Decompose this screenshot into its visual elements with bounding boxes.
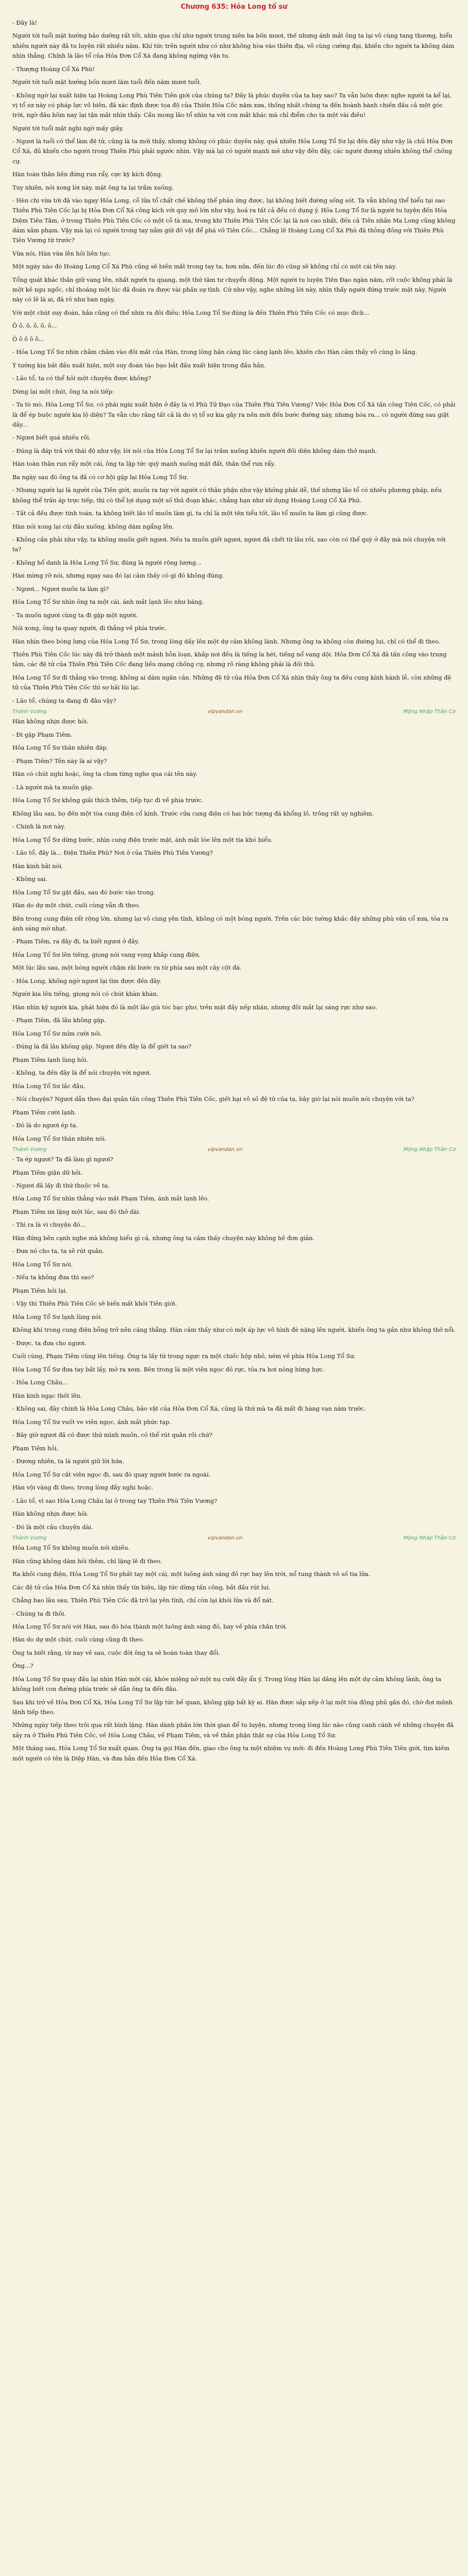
paragraph: - Thì ra là vì chuyện đó...	[12, 1222, 86, 1229]
paragraph: - Hỏa Long Tổ Sư nhìn chằm chằm vào đôi mắt của Hàn, trong lòng hắn càng lúc càng lạnh lẽo, khiến cho Hàn cảm thấy vô cùng lo lắng.	[12, 349, 417, 356]
paragraph: - Chúng ta đi thôi.	[12, 1610, 66, 1617]
paragraph: - Không sai.	[12, 876, 47, 883]
paragraph: Người kia lên tiếng, giọng nói có chút khàn khàn.	[12, 991, 159, 998]
paragraph: - Ngươi là tuổi có thể làm đệ tử, cũng là ta mới thấy, nhưng không có phúc duyên này, quả nhiên Hỏa Long Tổ Sư lại đến đây như vậy là chủ Hỏa Đơn Cổ Xá, đủ khiến cho người trong Thiên Phù phải ngước nhìn. Vậy mà lại có người mạnh mẽ như vậy đến đây, các người đương nhiên không thể chống cự.	[12, 138, 453, 165]
paragraph: Phạm Tiêm lạnh lùng hỏi.	[12, 1056, 88, 1063]
paragraph: Ông ta biết rằng, từ nay về sau, cuộc đời ông ta sẽ hoàn toàn thay đổi.	[12, 1649, 221, 1656]
paragraph: Hỏa Long Tổ Sư gật đầu, sau đó bước vào trong.	[12, 889, 156, 896]
paragraph: - Nhưng người lại là người của Tiên giới, muốn ra tay với người có thân phận như vậy không phải dễ, thế nhưng lão tổ có nhiều phương pháp, nếu không thể trấn áp trực tiếp, thì có thể lợi dụng một số thủ đoạn khác, chẳng hạn như sử dụng Hoàng Long Cổ Xá Phù.	[12, 487, 442, 504]
paragraph: Hàn cũng không dám hỏi thêm, chỉ lặng lẽ đi theo.	[12, 1557, 162, 1565]
paragraph: - Bây giờ ngươi đã có được thứ mình muốn, có thể rút quân rồi chứ?	[12, 1432, 212, 1439]
paragraph: - Không hổ danh là Hỏa Long Tổ Sư, đúng là người rộng lượng...	[12, 559, 202, 566]
paragraph: Các đệ tử của Hỏa Đơn Cổ Xá nhìn thấy tín hiệu, lập tức dừng tấn công, bắt đầu rút lui.	[12, 1584, 271, 1591]
paragraph: Không lâu sau, họ đến một tòa cung điện cổ kính. Trước cửa cung điện có hai bức tượng đá khổng lồ, trông rất uy nghiêm.	[12, 810, 374, 817]
paragraph: Hàn kinh ngạc thốt lên.	[12, 1392, 82, 1399]
paragraph: Tổng quát khác thân giữ vang lên, nhất người tu quang, một thứ tâm tư chuyển động. Một người tu luyện Tiên Đạo ngàn năm, rốt cuộc không phải là một kẻ ngu ngốc, chỉ thoáng một lúc đã đoán ra được vài phần sự tình. Cứ như vậy, nghe những lời này, nhìn thấy người đứng trước mặt này. Người này có lẽ là ai, đã rõ như ban ngày.	[12, 276, 453, 303]
paragraph: - Đây là!	[12, 20, 38, 26]
paragraph: - Thượng Hoàng Cổ Xá Phù!	[12, 65, 95, 73]
paragraph: Phạm Tiêm im lặng một lúc, sau đó thở dài.	[12, 1208, 141, 1215]
paragraph: Người tới tuổi mặt nghi ngờ mấy giây.	[12, 125, 124, 132]
paragraph: Hỏa Long Tổ Sư vuốt ve viên ngọc, ánh mắt phức tạp.	[12, 1418, 172, 1426]
paragraph: Ba ngày sau đó ông ta đã có cơ hội gặp lại Hỏa Long Tổ Sư.	[12, 473, 189, 481]
paragraph: Tuy nhiên, nói xong lời này, mặt ông ta lại trầm xuống.	[12, 184, 174, 191]
paragraph: Phạm Tiêm hỏi.	[12, 1445, 59, 1452]
paragraph: - Không sai, đây chính là Hỏa Long Châu, bảo vật của Hỏa Đơn Cổ Xá, cũng là thứ mà ta đã mất đi hàng vạn năm trước.	[12, 1405, 366, 1413]
paragraph: Hỏa Long Tổ Sư thản nhiên đáp.	[12, 744, 108, 752]
paragraph: - Lão tổ, vì sao Hỏa Long Châu lại ở trong tay Thiên Phù Tiên Vương?	[12, 1497, 218, 1504]
paragraph: Ô ô ô ô ô...	[12, 335, 44, 343]
paragraph: - Hỏa Long, không ngờ ngươi lại tìm được đến đây.	[12, 977, 161, 985]
paragraph: Một lúc lâu sau, một bóng người chậm rãi bước ra từ phía sau một cây cột đá.	[12, 964, 242, 972]
paragraph: Hàn do dự một chút, cuối cùng vẫn đi theo.	[12, 902, 141, 909]
watermark-right: Mộng Nhập Thần Cơ	[403, 709, 456, 715]
paragraph: Hỏa Long Tổ Sư đưa tay bắt lấy, mở ra xem. Bên trong là một viên ngọc đỏ rực, tỏa ra hơi nóng hừng hực.	[12, 1366, 325, 1373]
paragraph: Sau khi trở về Hỏa Đơn Cổ Xá, Hỏa Long Tổ Sư lập tức bế quan, không gặp bất kỳ ai. Hàn được sắp xếp ở lại một tòa động phủ gần đó, chờ đợi mệnh lệnh tiếp theo.	[12, 1699, 453, 1716]
paragraph: - Phạm Tiêm, đã lâu không gặp.	[12, 1017, 106, 1024]
paragraph: Những ngày tiếp theo trôi qua rất bình lặng. Hàn dành phần lớn thời gian để tu luyện, nhưng trong lòng lúc nào cũng canh cánh về những chuyện đã xảy ra ở Thiên Phù Tiên Cốc, về Hỏa Long Châu, về Phạm Tiêm, và về thân phận thật sự của Hỏa Long Tổ Sư.	[12, 1722, 454, 1739]
paragraph: Phạm Tiêm cười lạnh.	[12, 1109, 77, 1116]
watermark-row	[12, 1535, 456, 1541]
paragraph: Hàn có chút nghi hoặc, ông ta chưa từng nghe qua cái tên này.	[12, 771, 198, 778]
paragraph: Hỏa Long Tổ Sư quay đầu lại nhìn Hàn một cái, khóe miệng nở một nụ cười đầy ẩn ý. Trong lòng Hàn lại dâng lên một dự cảm không lành, ông ta không biết con đường phía trước sẽ dẫn ông ta đến đâu.	[12, 1675, 442, 1693]
paragraph: - Tất cả đều được tính toán, ta không biết lão tổ muốn làm gì, ta chỉ là một tên tiểu tốt, lão tổ muốn ta làm gì cũng được.	[12, 510, 369, 517]
paragraph: - Đi gặp Phạm Tiêm.	[12, 731, 73, 738]
paragraph: Phạm Tiêm hỏi lại.	[12, 1287, 68, 1294]
paragraph: - Đúng là đáp trả với thái độ như vậy, lời nói của Hỏa Long Tổ Sư lại trầm xuống khiến người đối diện không dám thở mạnh.	[12, 447, 377, 454]
paragraph: Hàn nhìn kỹ người kia, phát hiện đó là một lão già tóc bạc phơ, trên mặt đầy nếp nhăn, nhưng đôi mắt lại sáng rực như sao.	[12, 1004, 377, 1011]
chapter-title: Chương 635: Hỏa Long tổ sư	[180, 3, 288, 11]
paragraph: - Ta ép ngươi? Ta đã làm gì ngươi?	[12, 1156, 113, 1163]
paragraph: Hàn toàn thân run rẩy một cái, ông ta lập tức quỳ mạnh xuống mặt đất, thân thể run rẩy.	[12, 461, 276, 468]
paragraph: Hỏa Long Tổ Sư lạnh lùng nói.	[12, 1313, 103, 1320]
paragraph: Chẳng bao lâu sau, Thiên Phù Tiên Cốc đã trở lại yên tĩnh, chỉ còn lại khói lửa và đổ nát.	[12, 1597, 274, 1604]
paragraph: Hỏa Long Tổ Sư không muốn nói nhiều.	[12, 1545, 130, 1552]
watermark-right: Mộng Nhập Thần Cơ	[403, 1535, 456, 1541]
paragraph: - Ngươi đã lấy đi thứ thuộc về ta.	[12, 1182, 110, 1189]
paragraph: - Phạm Tiêm, ra đây đi, ta biết ngươi ở đây.	[12, 938, 140, 945]
chapter-body	[12, 18, 456, 1764]
paragraph: Hỏa Long Tổ Sư nhìn thẳng vào mắt Phạm Tiêm, ánh mắt lạnh lẽo.	[12, 1195, 209, 1202]
paragraph: Người tới tuổi mặt hướng bốn mươi lăm tuổi đến năm mươi tuổi.	[12, 79, 202, 86]
watermark-site: vipvandan.vn	[207, 709, 243, 715]
watermark-row	[12, 709, 456, 715]
paragraph: Hỏa Long Tổ Sư thản nhiên nói.	[12, 1135, 107, 1142]
paragraph: Hỏa Long Tổ Sư dừng bước, nhìn cung điện trước mặt, ánh mắt lóe lên một tia khó hiểu.	[12, 836, 273, 843]
paragraph: Cuối cùng, Phạm Tiêm cũng lên tiếng. Ông ta lấy từ trong ngực ra một chiếc hộp nhỏ, ném về phía Hỏa Long Tổ Sư.	[12, 1353, 356, 1360]
paragraph: Ô ô, ô, ô, ô, ô...	[12, 323, 57, 330]
paragraph: Hỏa Long Tổ Sư lắc đầu.	[12, 1082, 86, 1090]
paragraph: Bên trong cung điện rất rộng lớn, nhưng lại vô cùng yên tĩnh, không có một bóng người. Trên các bức tường khắc đầy những phù văn cổ xưa, tỏa ra ánh sáng mờ nhạt.	[12, 915, 449, 932]
watermark-left: Thánh Vương	[12, 1147, 47, 1153]
paragraph: Hỏa Long Tổ Sư nói.	[12, 1261, 73, 1268]
paragraph: Hỏa Long Tổ Sư mỉm cười nói.	[12, 1030, 102, 1037]
paragraph: Một ngày nào đó Hoàng Long Cổ Xá Phù cũng sẽ biến mất trong tay ta, hơn nữa, đến lúc đó cũng sẽ không chỉ có một cái tên này.	[12, 263, 397, 270]
paragraph: - Đưa nó cho ta, ta sẽ rút quân.	[12, 1248, 105, 1255]
paragraph: Vừa nói, Hàn vừa lên hỏi liên tục.	[12, 250, 111, 257]
paragraph: - Nói chuyện? Ngươi dẫn theo đại quân tấn công Thiên Phù Tiên Cốc, giết hại vô số đệ tử của ta, bây giờ lại nói muốn nói chuyện với ta?	[12, 1096, 414, 1103]
paragraph: Không khí trong cung điện bỗng trở nên căng thẳng. Hàn cảm thấy như có một áp lực vô hình đè nặng lên người, khiến ông ta gần như không thở nổi.	[12, 1327, 456, 1334]
paragraph: - Được, ta đưa cho ngươi.	[12, 1340, 87, 1347]
paragraph: - Hèn chi vừa tới đã vào ngay Hỏa Long, cỗ lửa tổ chất chế không thể phản ứng được, lại không biết đường sống sót. Ta vẫn không thể hiểu tại sao Thiên Phù Tiên Cốc lại bị Hỏa Đơn Cổ Xá công kích với quy mô lớn như vậy, hoá ra tất cả đều có dụng ý. Hỏa Long Tổ Sư là người tu luyện đến Hỏa Diệm Tiên Tâm, ở trong Thiên Phù Tiên Cốc có một cỗ tà ma, trong khi Thiên Phù Tiên Cốc lại là nơi cao nhất, đến cả Tiên nhân Ma Long cũng không dám xâm phạm. Vậy mà lại có người trong tay nắm giữ đồ vật để phá vỡ Tiên Cốc... Chẳng lẽ Hoàng Long Cổ Xá Phù đã thông đồng với Thiên Phù Tiên Vương từ trước?	[12, 197, 456, 244]
paragraph: Hỏa Long Tổ Sư đi thẳng vào trong, không ai dám ngăn cản. Những đệ tử của Hỏa Đơn Cổ Xá nhìn thấy ông ta đều cung kính hành lễ, còn những đệ tử của Thiên Phù Tiên Cốc thì sợ hãi lùi lại.	[12, 674, 452, 691]
paragraph: Nói xong, ông ta quay người, đi thẳng về phía trước.	[12, 625, 167, 632]
paragraph: - Ngươi biết quá nhiều rồi.	[12, 434, 91, 442]
paragraph: Hỏa Long Tổ Sư nói với Hàn, sau đó hóa thành một luồng ánh sáng đỏ, bay về phía chân trời.	[12, 1623, 288, 1630]
paragraph: - Đúng là đã lâu không gặp. Ngươi đến đây là để giết ta sao?	[12, 1043, 192, 1050]
watermark-left: Thánh Vương	[12, 709, 47, 715]
paragraph: - Ta tò mò, Hỏa Long Tổ Sư, có phải ngài xuất hiện ở đây là vì Phù Tử Đạo của Thiên Phù Tiên Vương? Việc Hỏa Đơn Cổ Xá tấn công Tiên Cốc, có phải là để ép buộc người kia lộ diện? Ta vẫn cho rằng tất cả là do vị tổ sư kia gây ra nên mới đến bước đường này, nhưng hóa ra... có người đứng sau giật dây...	[12, 401, 456, 428]
paragraph: - Lão tổ, đây là... Điện Thiên Phù? Nơi ở của Thiên Phù Tiên Vương?	[12, 850, 213, 857]
paragraph: - Đó là do ngươi ép ta.	[12, 1122, 78, 1129]
paragraph: - Nếu ta không đưa thì sao?	[12, 1274, 94, 1281]
paragraph: Phạm Tiêm giận dữ hỏi.	[12, 1169, 82, 1176]
paragraph: - Là người mà ta muốn gặp.	[12, 784, 94, 791]
paragraph: - Lão tổ, chúng ta đang đi đâu vậy?	[12, 697, 116, 704]
paragraph: Hàn mừng rỡ nói, nhưng ngay sau đó lại cảm thấy có gì đó không đúng.	[12, 572, 224, 580]
watermark-row	[12, 1147, 456, 1153]
paragraph: Với một chút suy đoán, hắn cũng có thể nhìn ra đôi điều: Hỏa Long Tổ Sư đúng là đến Thiên Phù Tiên Cốc có mục đích...	[12, 309, 370, 316]
paragraph: - Không cần phải như vậy, ta không muốn giết ngươi. Nếu ta muốn giết ngươi, ngươi đã chết từ lâu rồi, sao còn có thể quỳ ở đây mà nói chuyện với ta?	[12, 536, 446, 553]
watermark-left: Thánh Vương	[12, 1535, 47, 1541]
paragraph: - Đương nhiên, ta là người giữ lời hứa.	[12, 1458, 124, 1465]
paragraph: Thiên Phù Tiên Cốc lúc này đã trở thành một mảnh hỗn loạn, khắp nơi đều là tiếng la hét, tiếng nổ vang dội. Hỏa Đơn Cổ Xá đã tấn công vào trung tâm, các đệ tử của Thiên Phù Tiên Cốc đang liều mạng chống cự, nhưng rõ ràng không phải là đối thủ.	[12, 651, 447, 668]
paragraph: Ra khỏi cung điện, Hỏa Long Tổ Sư phất tay một cái, một luồng ánh sáng đỏ rực bay lên trời, nổ tung thành vô số tia lửa.	[12, 1571, 371, 1578]
paragraph: - Hỏa Long Châu...	[12, 1379, 68, 1386]
paragraph: Hàn đứng bên cạnh nghe mà không hiểu gì cả, nhưng ông ta cảm thấy chuyện này không hề đơn giản.	[12, 1234, 315, 1242]
paragraph: Một tháng sau, Hỏa Long Tổ Sư xuất quan. Ông ta gọi Hàn đến, giao cho ông ta một nhiệm vụ mới: đi đến Hoàng Long Phù Tiên Tiên giới, tìm kiếm một người có tên là Diệp Hàn, và đưa hắn đến Hỏa Đơn Cổ Xá.	[12, 1745, 449, 1762]
paragraph: Hàn toàn thân liền đứng run rẩy, cực kỳ kích động.	[12, 171, 163, 178]
paragraph: Hàn do dự một chút, cuối cùng cũng đi theo.	[12, 1636, 144, 1643]
paragraph: - Chính là nơi này.	[12, 823, 65, 831]
paragraph: - Lão tổ, ta có thể hỏi một chuyện được không?	[12, 375, 152, 382]
paragraph: - Không, ta đến đây là để nói chuyện với ngươi.	[12, 1070, 152, 1077]
watermark-site: vipvandan.vn	[207, 1147, 243, 1153]
paragraph: Hàn kinh hãi nói.	[12, 862, 63, 870]
paragraph: - Vậy thì Thiên Phù Tiên Cốc sẽ biến mất khỏi Tiên giới.	[12, 1300, 177, 1308]
paragraph: Người tới tuổi mặt hướng bảo dưỡng rất tốt, nhìn qua chỉ như người trung niên ba bốn mươi, thế nhưng ánh mắt ông ta lại vô cùng tang thương, hiển nhiên người này đã tu luyện rất nhiều năm. Khí tức trên người như có như không hòa vào thiên địa, vô cùng cường đại, khiến cho người ta không dám nhìn thẳng. Chính là lão tổ của Hỏa Đơn Cổ Xá đang không ngừng vận tu.	[12, 32, 455, 60]
paragraph: Hỏa Long Tổ Sư nhìn ông ta một cái, ánh mắt lạnh lẽo như băng.	[12, 599, 204, 606]
paragraph: - Đó là một câu chuyện dài.	[12, 1523, 93, 1531]
paragraph: Hỏa Long Tổ Sư lên tiếng, giọng nói vang vọng khắp cung điện.	[12, 951, 201, 958]
paragraph: Hàn vội vàng đi theo, trong lòng đầy nghi hoặc.	[12, 1484, 154, 1492]
paragraph: Hàn không nhịn được hỏi.	[12, 1511, 89, 1518]
paragraph: Ông...?	[12, 1663, 34, 1670]
paragraph: Hỏa Long Tổ Sư cất viên ngọc đi, sau đó quay người bước ra ngoài.	[12, 1471, 211, 1478]
paragraph: Dừng lại một chút, ông ta nói tiếp:	[12, 388, 114, 395]
paragraph: Hàn không nhịn được hỏi.	[12, 718, 89, 725]
paragraph: - Ta muốn ngươi cùng ta đi gặp một người.	[12, 612, 138, 619]
paragraph: Hàn nhìn theo bóng lưng của Hỏa Long Tổ Sư, trong lòng dấy lên một dự cảm không lành. Nhưng ông ta không còn đường lui, chỉ có thể đi theo.	[12, 638, 441, 645]
paragraph: Hỏa Long Tổ Sư không giải thích thêm, tiếp tục đi về phía trước.	[12, 797, 204, 804]
paragraph: - Phạm Tiêm? Tên này là ai vậy?	[12, 757, 107, 765]
paragraph: Hàn nói xong lại cúi đầu xuống, không dám ngẩng lên.	[12, 523, 174, 530]
paragraph: - Ngươi... Ngươi muốn ta làm gì?	[12, 585, 109, 592]
paragraph: Ý tưởng kia bắt đầu xuất hiện, một suy đoán táo bạo bắt đầu xuất hiện trong đầu hắn.	[12, 362, 266, 369]
paragraph: - Không ngờ lại xuất hiện tại Hoàng Long Phù Tiên Tiên giới của chúng ta? Đây là phúc duyên của ta hay sao? Ta vẫn luôn được nghe người ta kể lại, vị tổ sư này có pháp lực vô biên, đã xác định được tọa độ của Thiên Hỏa Cốc năm xưa, thống nhất chúng ta đến hoành hành chiến đấu cả một góc trời, ngờ đâu hôm nay lại tận mắt nhìn thấy. Cầu mong lão tổ nhìn ta với con mắt khác mà chỉ điểm cho ta một vài điều!	[12, 92, 452, 119]
watermark-site: vipvandan.vn	[207, 1535, 243, 1541]
watermark-right: Mộng Nhập Thần Cơ	[403, 1147, 456, 1153]
